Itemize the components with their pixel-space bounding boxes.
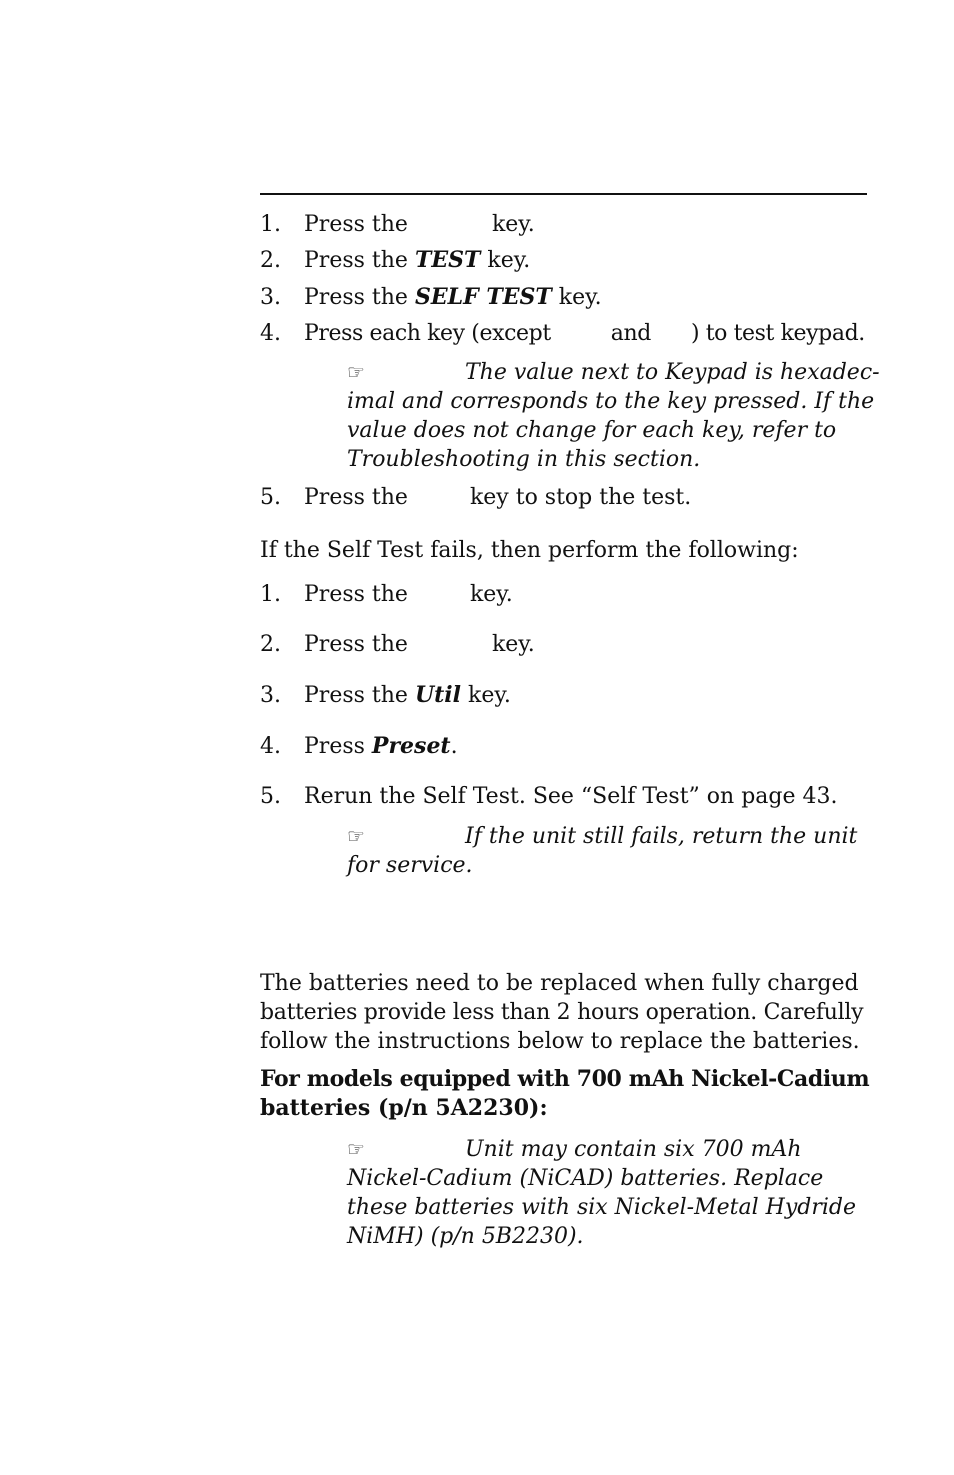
step-text: key. (469, 582, 513, 607)
step-text: ) to test keypad. (690, 321, 865, 346)
step-text: key. (491, 632, 535, 657)
key-name: Util (414, 682, 462, 708)
battery-heading: For models equipped with 700 mAh Nickel-Cadium batteries (p/n 5A2230): (260, 1066, 870, 1121)
battery-paragraph: The batteries need to be replaced when fully charged batteries provide less than 2 hours operation. Carefully follow the instructions below to replace the batteries. (260, 971, 864, 1054)
pointing-hand-icon: ☞ (347, 1137, 365, 1161)
key-name: TEST (414, 247, 481, 273)
step-text: Press the (304, 212, 408, 237)
step-text: Press the (304, 248, 408, 273)
note-keypad: ☞ The value next to Keypad is hexadec- imal and corresponds to the key pressed. If the value does not change for each key, refer to Troubleshooting in this section. (347, 360, 880, 472)
step-text: Rerun the Self Test. See “Self Test” on page 43. (304, 784, 838, 809)
step-text: Press (304, 734, 365, 759)
step-text: key. (468, 683, 511, 708)
step-text: Press the (304, 632, 408, 657)
step-text: . (450, 734, 458, 759)
pointing-hand-icon: ☞ (347, 824, 365, 848)
note-nicad: ☞ Unit may contain six 700 mAh Nickel-Cadium (NiCAD) batteries. Replace these batteries with six Nickel-Metal Hydride NiMH) (p/n 5B2230). (347, 1137, 856, 1249)
key-name: SELF TEST (414, 284, 552, 310)
step-text: Press the (304, 285, 408, 310)
step-text: key. (491, 212, 535, 237)
step-text: Press each key (except (304, 321, 551, 346)
note-service: ☞ If the unit still fails, return the unit for service. (347, 824, 858, 878)
fail-intro: If the Self Test fails, then perform the following: (260, 538, 799, 563)
key-name: Preset (371, 733, 451, 759)
pointing-hand-icon: ☞ (347, 360, 365, 384)
step-text: Press the (304, 582, 408, 607)
step-text: Press the (304, 485, 408, 510)
step-text: key. (558, 285, 602, 310)
header-rule (260, 193, 867, 195)
step-text: Press the (304, 683, 408, 708)
step-text: key. (487, 248, 531, 273)
step-text: key to stop the test. (469, 485, 692, 510)
step-text: and (610, 321, 651, 346)
